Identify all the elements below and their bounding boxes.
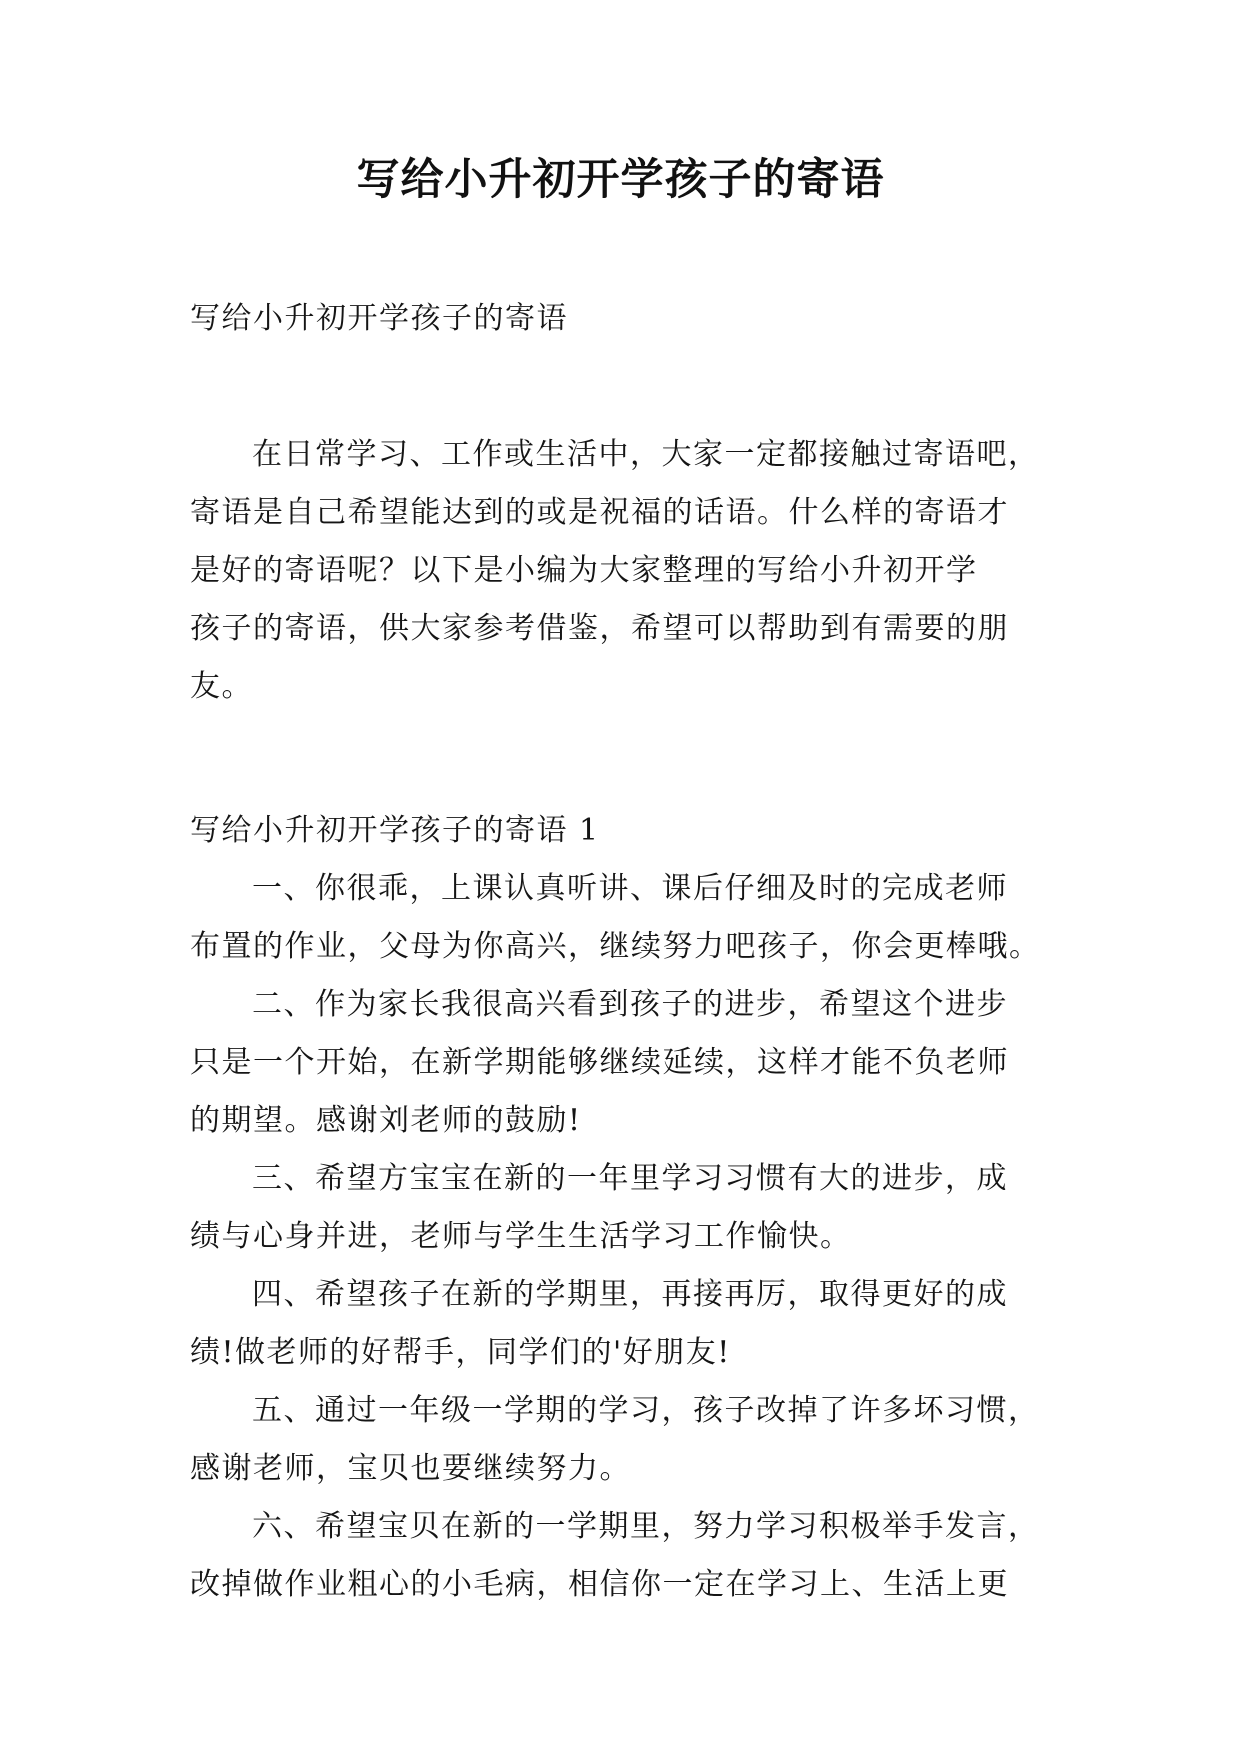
intro-line: 在日常学习、工作或生活中，大家一定都接触过寄语吧，	[252, 437, 1040, 472]
item-line: 布置的作业，父母为你高兴，继续努力吧孩子，你会更棒哦。	[190, 929, 1041, 964]
document-body	[190, 290, 1052, 1614]
item-line: 只是一个开始，在新学期能够继续延续，这样才能不负老师	[190, 1045, 1009, 1080]
document-subtitle: 写给小升初开学孩子的寄语	[190, 301, 568, 336]
item-line: 一、你很乖，上课认真听讲、课后仔细及时的完成老师	[252, 871, 1008, 906]
item-line: 的期望。感谢刘老师的鼓励!	[190, 1103, 582, 1138]
spacer	[190, 716, 1052, 802]
list-item	[190, 1498, 1052, 1614]
spacer	[190, 348, 1052, 426]
item-line: 绩!做老师的好帮手，同学们的'好朋友!	[190, 1335, 731, 1370]
item-line: 感谢老师，宝贝也要继续努力。	[190, 1451, 631, 1486]
intro-line: 孩子的寄语，供大家参考借鉴，希望可以帮助到有需要的朋	[190, 611, 1009, 646]
document-title: 写给小升初开学孩子的寄语	[356, 155, 885, 205]
intro-line: 寄语是自己希望能达到的或是祝福的话语。什么样的寄语才	[190, 495, 1009, 530]
intro-paragraph	[190, 426, 1052, 716]
intro-line: 是好的寄语呢？以下是小编为大家整理的写给小升初开学	[190, 553, 978, 588]
item-line: 六、希望宝贝在新的一学期里，努力学习积极举手发言，	[252, 1509, 1040, 1544]
item-line: 三、希望方宝宝在新的一年里学习习惯有大的进步，成	[252, 1161, 1008, 1196]
section-heading: 写给小升初开学孩子的寄语 1	[190, 813, 600, 848]
item-line: 二、作为家长我很高兴看到孩子的进步，希望这个进步	[252, 987, 1008, 1022]
intro-line: 友。	[190, 669, 253, 704]
list-item	[190, 976, 1052, 1150]
item-line: 改掉做作业粗心的小毛病，相信你一定在学习上、生活上更	[190, 1567, 1009, 1602]
item-line: 四、希望孩子在新的学期里，再接再厉，取得更好的成	[252, 1277, 1008, 1312]
item-line: 五、通过一年级一学期的学习，孩子改掉了许多坏习惯，	[252, 1393, 1040, 1428]
list-item	[190, 1150, 1052, 1266]
list-item	[190, 1382, 1052, 1498]
list-item	[190, 860, 1052, 976]
item-line: 绩与心身并进，老师与学生生活学习工作愉快。	[190, 1219, 852, 1254]
list-item	[190, 1266, 1052, 1382]
